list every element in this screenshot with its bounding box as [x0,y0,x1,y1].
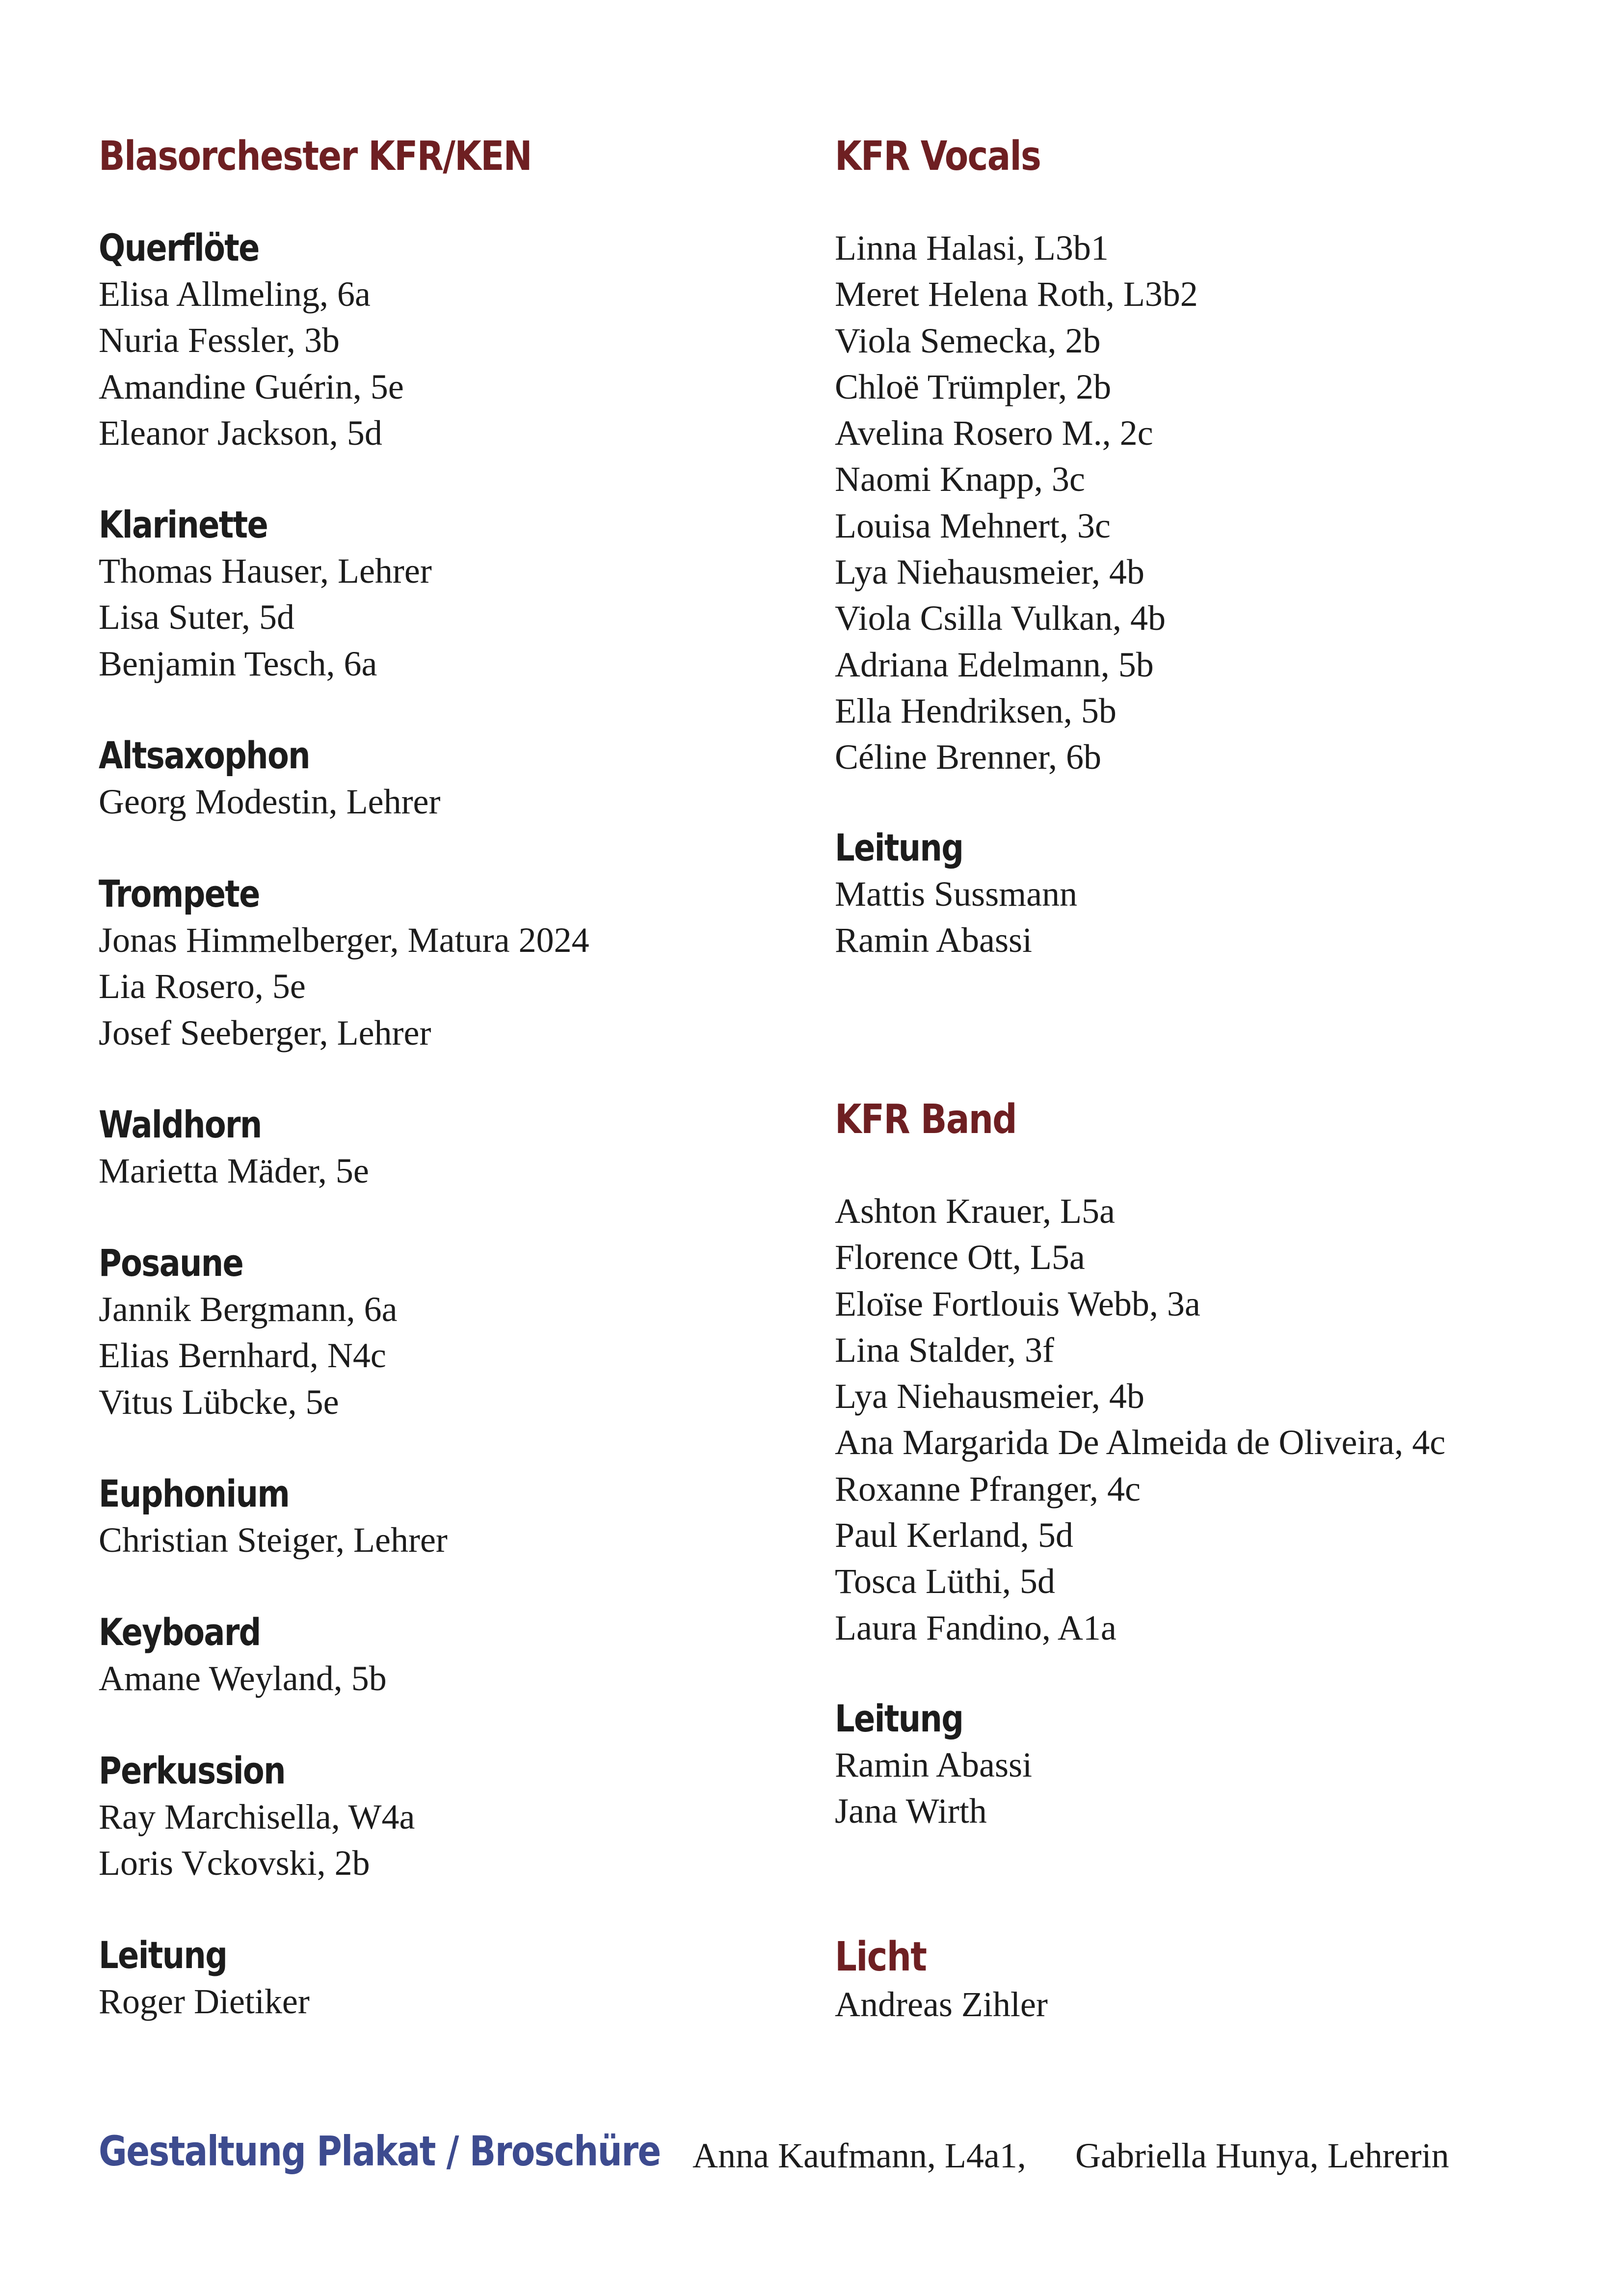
section-title-vocals: KFR Vocals [835,133,1041,180]
band-members [835,1188,1445,1651]
group-klarinette [99,502,432,687]
member-line: Ana Margarida De Almeida de Oliveira, 4c [835,1423,1446,1462]
member-line: Laura Fandino, A1a [835,1608,1117,1648]
member-line: Louisa Mehnert, 3c [835,506,1111,545]
member-line: Ella Hendriksen, 5b [835,691,1117,730]
member-line: Lisa Suter, 5d [99,597,295,637]
group-leitung-vocals [835,825,1077,964]
group-posaune [99,1240,398,1425]
member-line: Viola Semecka, 2b [835,321,1101,360]
member-line: Eloïse Fortlouis Webb, 3a [835,1284,1200,1324]
footer-credits [99,2127,1620,2185]
section-title-band: KFR Band [835,1096,1016,1143]
licht-members [835,1981,1048,2027]
footer-title: Gestaltung Plakat / Broschüre [99,2127,661,2175]
member-line: Amane Weyland, 5b [99,1659,387,1698]
group-heading: Euphonium [99,1472,290,1515]
member-line: Linna Halasi, L3b1 [835,228,1109,268]
footer-credit-person: Gabriella Hunya, Lehrerin [1075,2136,1449,2175]
group-leitung-blasorchester [99,1932,310,2025]
group-heading: Leitung [99,1933,227,1977]
member-line: Jannik Bergmann, 6a [99,1290,398,1329]
member-line: Meret Helena Roth, L3b2 [835,274,1198,314]
member-line: Tosca Lüthi, 5d [835,1562,1055,1601]
member-line: Ray Marchisella, W4a [99,1797,415,1837]
member-line: Josef Seeberger, Lehrer [99,1013,431,1053]
group-heading: Altsaxophon [99,733,310,777]
member-line: Lia Rosero, 5e [99,967,306,1006]
member-line: Elisa Allmeling, 6a [99,274,371,314]
section-title-blasorchester: Blasorchester KFR/KEN [99,133,532,180]
group-heading: Trompete [99,872,260,916]
member-line: Loris Vckovski, 2b [99,1843,370,1883]
group-heading: Keyboard [99,1610,261,1654]
group-altsaxophon [99,732,440,825]
member-line: Eleanor Jackson, 5d [99,413,382,453]
member-line: Thomas Hauser, Lehrer [99,551,432,591]
member-line: Vitus Lübcke, 5e [99,1382,339,1422]
group-heading: Klarinette [99,503,268,546]
group-heading: Querflöte [99,226,259,270]
member-line: Ashton Krauer, L5a [835,1191,1115,1231]
member-line: Roger Dietiker [99,1982,310,2021]
member-line: Elias Bernhard, N4c [99,1336,386,1376]
vocals-members [835,225,1198,781]
member-line: Amandine Guérin, 5e [99,367,404,406]
member-line: Benjamin Tesch, 6a [99,644,377,683]
member-line: Lya Niehausmeier, 4b [835,552,1144,592]
member-line: Viola Csilla Vulkan, 4b [835,598,1166,638]
group-trompete [99,871,589,1056]
group-heading: Waldhorn [99,1103,262,1146]
member-line: Lya Niehausmeier, 4b [835,1377,1144,1416]
member-line: Avelina Rosero M., 2c [835,413,1153,453]
member-line: Jana Wirth [835,1791,987,1831]
member-line: Chloë Trümpler, 2b [835,367,1112,406]
group-waldhorn [99,1102,369,1194]
member-line: Nuria Fessler, 3b [99,321,340,360]
member-line: Andreas Zihler [835,1985,1048,2024]
member-line: Paul Kerland, 5d [835,1515,1073,1555]
group-perkussion [99,1748,415,1887]
group-heading: Posaune [99,1241,243,1285]
member-line: Roxanne Pfranger, 4c [835,1469,1141,1509]
member-line: Florence Ott, L5a [835,1238,1085,1277]
group-heading: Perkussion [99,1749,285,1792]
member-line: Jonas Himmelberger, Matura 2024 [99,920,589,960]
member-line: Georg Modestin, Lehrer [99,782,441,821]
member-line: Naomi Knapp, 3c [835,459,1085,499]
footer-credit-person: Anna Kaufmann, L4a1, [692,2136,1026,2175]
group-heading: Leitung [835,826,963,869]
member-line: Ramin Abassi [835,1745,1033,1784]
group-heading: Leitung [835,1697,963,1740]
group-leitung-band [835,1696,1032,1835]
member-line: Christian Steiger, Lehrer [99,1520,448,1560]
group-keyboard [99,1609,387,1702]
member-line: Adriana Edelmann, 5b [835,645,1154,684]
member-line: Mattis Sussmann [835,874,1078,914]
member-line: Ramin Abassi [835,920,1033,960]
section-title-licht: Licht [835,1934,927,1980]
member-line: Marietta Mäder, 5e [99,1151,369,1190]
group-querfloete [99,225,404,456]
member-line: Céline Brenner, 6b [835,737,1101,777]
group-euphonium [99,1471,448,1563]
member-line: Lina Stalder, 3f [835,1330,1054,1370]
